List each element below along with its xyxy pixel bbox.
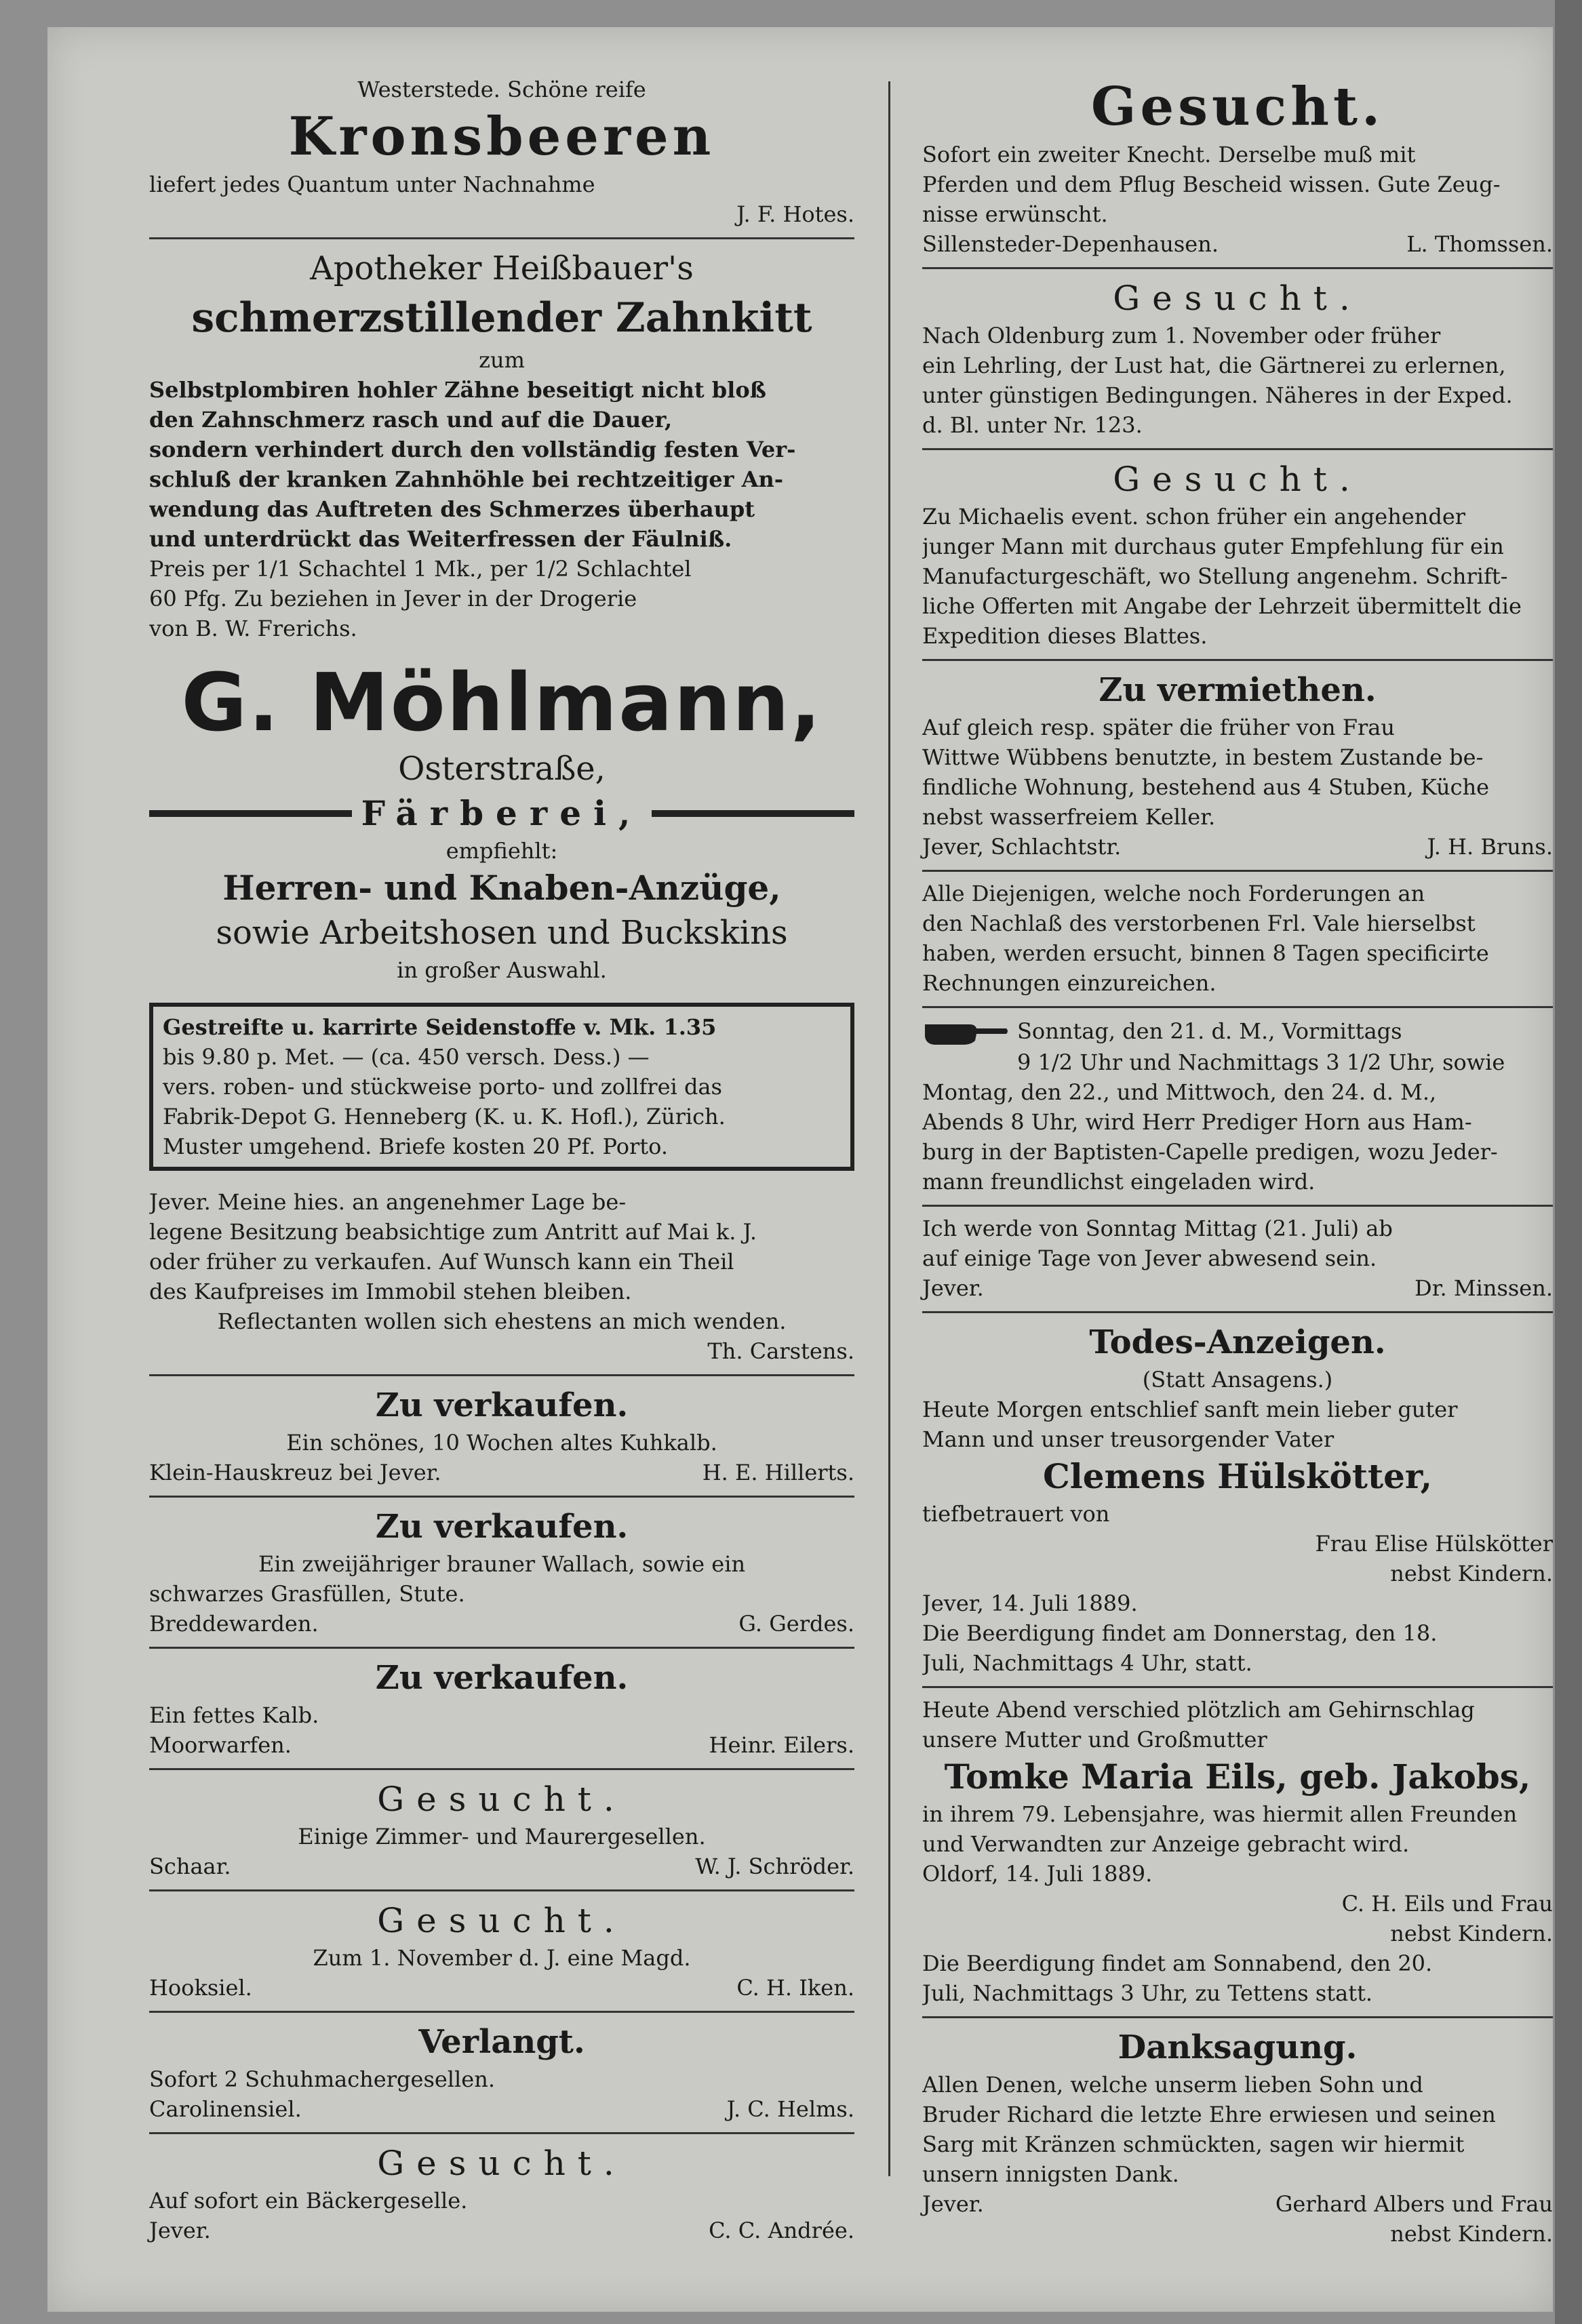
ad-line: nisse erwünscht.: [922, 201, 1108, 227]
ad-line: Pferden und dem Pflug Bescheid wissen. Gute Zeug-: [922, 172, 1501, 197]
ad-line: Auf sofort ein Bäckergeselle.: [149, 2188, 468, 2213]
ad-gesucht-schaar: [149, 1770, 854, 1891]
ad-footer: [922, 832, 1553, 862]
ad-signer: C. H. Iken.: [736, 1975, 854, 2001]
ad-place: Hooksiel.: [149, 1975, 252, 2001]
ad-line: Nach Oldenburg zum 1. November oder früher: [922, 323, 1441, 348]
ad-title: Gesucht.: [377, 1901, 627, 1940]
ad-title: Zu vermiethen.: [1099, 671, 1377, 709]
ad-title: Danksagung.: [1118, 2028, 1358, 2066]
ad-line: unsere Mutter und Großmutter: [922, 1727, 1267, 1752]
ad-line: Heute Abend verschied plötzlich am Gehirnschlag: [922, 1697, 1475, 1723]
ad-subtitle: Apotheker Heißbauer's: [310, 249, 694, 287]
ad-date: Oldorf, 14. Juli 1889.: [922, 1861, 1153, 1887]
ad-line: vers. roben- und stückweise porto- und zollfrei das: [163, 1074, 722, 1100]
ad-line: Einige Zimmer- und Maurergesellen.: [298, 1824, 706, 1849]
ad-line: (Statt Ansagens.): [1142, 1367, 1333, 1393]
ad-moehlmann: [149, 652, 854, 993]
trade-row: [149, 791, 854, 836]
right-column: [922, 68, 1553, 2257]
ad-line: junger Mann mit durchaus guter Empfehlung für ein: [922, 534, 1504, 559]
ad-line: Preis per 1/1 Schachtel 1 Mk., per 1/2 Schlachtel: [149, 556, 692, 582]
ad-line: Auf gleich resp. später die früher von Frau: [922, 715, 1395, 740]
ad-footer: [149, 2216, 854, 2245]
ad-footer: [149, 1458, 854, 1487]
ad-place: Sillensteder-Depenhausen.: [922, 231, 1219, 257]
ad-line: Rechnungen einzureichen.: [922, 970, 1217, 996]
ad-footer: [149, 2094, 854, 2124]
ad-date: Jever, 14. Juli 1889.: [922, 1590, 1138, 1616]
ad-line: auf einige Tage von Jever abwesend sein.: [922, 1245, 1377, 1271]
ad-line: und unterdrückt das Weiterfressen der Fäulniß.: [149, 526, 732, 552]
ad-line: unter günstigen Bedingungen. Näheres in der Exped.: [922, 382, 1513, 408]
ad-line: Sofort ein zweiter Knecht. Derselbe muß mit: [922, 142, 1416, 167]
ad-line: Allen Denen, welche unserm lieben Sohn und: [922, 2072, 1423, 2098]
ad-footer: [922, 229, 1553, 259]
ad-signer: Gerhard Albers und Frau: [1275, 2191, 1553, 2217]
ad-signer: nebst Kindern.: [1390, 2221, 1553, 2247]
ad-footer: [922, 2189, 1553, 2219]
ad-line: Mann und unser treusorgender Vater: [922, 1426, 1334, 1452]
ad-line: ein Lehrling, der Lust hat, die Gärtnerei zu erlernen,: [922, 353, 1506, 378]
ad-title: Gesucht.: [1090, 76, 1385, 138]
ad-gesucht-lehrling: [922, 269, 1553, 450]
ad-zahnkitt: [149, 239, 854, 652]
ad-line: 9 1/2 Uhr und Nachmittags 3 1/2 Uhr, sowie: [1017, 1049, 1505, 1075]
rule-bar: [149, 810, 352, 817]
ad-signer: nebst Kindern.: [1390, 1921, 1553, 1946]
ad-line: wendung das Auftreten des Schmerzes überhaupt: [149, 496, 755, 522]
ad-title: Gesucht.: [377, 2144, 627, 2183]
ad-title: Gesucht.: [1113, 279, 1362, 318]
ad-verlangt: [149, 2013, 854, 2134]
ad-kronsbeeren: [149, 68, 854, 239]
ad-danksagung: [922, 2018, 1553, 2257]
ad-line: zum: [479, 347, 525, 373]
ad-line: Heute Morgen entschlief sanft mein lieber guter: [922, 1397, 1458, 1422]
ad-title: Zu verkaufen.: [375, 1508, 629, 1546]
ad-headline: sowie Arbeitshosen und Buckskins: [216, 914, 788, 952]
ad-place: Schaar.: [149, 1854, 231, 1879]
ad-title: Gesucht.: [1113, 460, 1362, 499]
ad-line: Ein zweijähriger brauner Wallach, sowie ein: [258, 1551, 746, 1577]
ad-line: liche Offerten mit Angabe der Lehrzeit übermittelt die: [922, 593, 1522, 619]
ad-line: Zum 1. November d. J. eine Magd.: [313, 1945, 691, 1971]
ad-line: Montag, den 22., und Mittwoch, den 24. d. M.,: [922, 1079, 1437, 1105]
ad-place: Jever.: [922, 1275, 984, 1301]
ad-nachlass: [922, 872, 1553, 1008]
ad-line: d. Bl. unter Nr. 123.: [922, 412, 1143, 438]
ad-title: G. Möhlmann,: [181, 656, 823, 749]
ad-signer: W. J. Schröder.: [695, 1854, 854, 1879]
ad-line: Sonntag, den 21. d. M., Vormittags: [1017, 1018, 1402, 1044]
ad-signer: Frau Elise Hülskötter: [1315, 1531, 1553, 1557]
ad-trade: Färberei,: [361, 793, 643, 833]
ad-signer: C. C. Andrée.: [709, 2218, 854, 2243]
ad-line: Manufacturgeschäft, wo Stellung angenehm. Schrift-: [922, 563, 1508, 589]
ad-title: schmerzstillender Zahnkitt: [191, 294, 812, 342]
ad-line: Fabrik-Depot G. Henneberg (K. u. K. Hofl.), Zürich.: [163, 1104, 726, 1129]
ad-gesucht-knecht: [922, 68, 1553, 269]
pointing-hand-icon: [922, 1015, 1010, 1047]
ad-signer: J. F. Hotes.: [736, 201, 854, 227]
ad-line: bis 9.80 p. Met. — (ca. 450 versch. Dess.) —: [163, 1044, 650, 1070]
ad-carstens: [149, 1180, 854, 1376]
ad-footer: [149, 1851, 854, 1881]
ad-signer: Heinr. Eilers.: [709, 1732, 854, 1758]
ad-line: Muster umgehend. Briefe kosten 20 Pf. Porto.: [163, 1134, 669, 1159]
ad-line: tiefbetrauert von: [922, 1501, 1110, 1527]
ad-gesucht-hooksiel: [149, 1891, 854, 2013]
ad-place: Jever.: [149, 2218, 211, 2243]
ad-line: in großer Auswahl.: [397, 957, 607, 983]
ad-signer: J. C. Helms.: [726, 2096, 854, 2122]
ad-line: Die Beerdigung findet am Donnerstag, den 18.: [922, 1620, 1438, 1646]
ad-line: in ihrem 79. Lebensjahre, was hiermit allen Freunden: [922, 1801, 1518, 1827]
ad-henneberg-box: [149, 1003, 854, 1171]
ad-place: Klein-Hauskreuz bei Jever.: [149, 1460, 441, 1485]
ad-line: Jever. Meine hies. an angenehmer Lage be-: [149, 1189, 627, 1215]
ad-gesucht-manufactur: [922, 450, 1553, 661]
ad-line: Ich werde von Sonntag Mittag (21. Juli) ab: [922, 1216, 1393, 1241]
ad-minssen: [922, 1207, 1553, 1313]
ad-title: Gesucht.: [377, 1780, 627, 1819]
ad-line: sondern verhindert durch den vollständig festen Ver-: [149, 437, 796, 462]
ad-place: Breddewarden.: [149, 1611, 319, 1637]
left-column: [149, 68, 854, 2253]
ad-todesanzeige-1: [922, 1313, 1553, 1688]
column-divider: [888, 81, 890, 2176]
ad-line: Bruder Richard die letzte Ehre erwiesen und seinen: [922, 2102, 1496, 2127]
ad-line: burg in der Baptisten-Capelle predigen, wozu Jeder-: [922, 1139, 1498, 1165]
ad-line: Zu Michaelis event. schon früher ein angehender: [922, 504, 1466, 529]
ad-street: Osterstraße,: [398, 750, 606, 788]
ad-signer: J. H. Bruns.: [1427, 834, 1553, 860]
ad-line: den Nachlaß des verstorbenen Frl. Vale hierselbst: [922, 910, 1476, 936]
ad-title: Todes-Anzeigen.: [1089, 1323, 1386, 1361]
ad-line: Die Beerdigung findet am Sonnabend, den 20.: [922, 1950, 1433, 1976]
ad-line: findliche Wohnung, bestehend aus 4 Stuben, Küche: [922, 774, 1490, 800]
page-edge: [1555, 0, 1582, 2324]
ad-line: liefert jedes Quantum unter Nachnahme: [149, 172, 595, 197]
ad-line: Ein schönes, 10 Wochen altes Kuhkalb.: [286, 1430, 717, 1456]
ad-first-row: [922, 1015, 1553, 1047]
ad-gesucht-jever: [149, 2134, 854, 2253]
ad-signer: L. Thomssen.: [1406, 231, 1553, 257]
ad-line: Reflectanten wollen sich ehestens an mich wenden.: [217, 1308, 787, 1334]
ad-line: haben, werden ersucht, binnen 8 Tagen specificirte: [922, 940, 1489, 966]
ad-line: Gestreifte u. karrirte Seidenstoffe v. Mk. 1.35: [163, 1014, 717, 1040]
ad-place: Carolinensiel.: [149, 2096, 302, 2122]
ad-line: des Kaufpreises im Immobil stehen bleiben.: [149, 1279, 632, 1304]
ad-line: mann freundlichst eingeladen wird.: [922, 1169, 1316, 1195]
ad-title: Zu verkaufen.: [375, 1659, 629, 1697]
ad-line: Alle Diejenigen, welche noch Forderungen an: [922, 881, 1425, 906]
ad-line: 60 Pfg. Zu beziehen in Jever in der Drogerie: [149, 586, 637, 612]
ad-line: Selbstplombiren hohler Zähne beseitigt nicht bloß: [149, 377, 766, 403]
ad-place: Jever, Schlachtstr.: [922, 834, 1122, 860]
ad-line: Sarg mit Kränzen schmückten, sagen wir hiermit: [922, 2131, 1465, 2157]
ad-footer: [149, 1609, 854, 1639]
ad-line: Wittwe Wübbens benutzte, in bestem Zustande be-: [922, 744, 1484, 770]
ad-line: empfiehlt:: [446, 838, 558, 864]
ad-todesanzeige-2: [922, 1688, 1553, 2018]
ad-line: Westerstede. Schöne reife: [357, 77, 646, 102]
ad-signer: H. E. Hillerts.: [702, 1460, 854, 1485]
ad-line: Sofort 2 Schuhmachergesellen.: [149, 2066, 495, 2092]
ad-signer: Dr. Minssen.: [1415, 1275, 1553, 1301]
ad-line: oder früher zu verkaufen. Auf Wunsch kann ein Theil: [149, 1249, 734, 1275]
ad-footer: [922, 1273, 1553, 1303]
ad-line: schluß der kranken Zahnhöhle bei rechtzeitiger An-: [149, 466, 784, 492]
ad-place: Moorwarfen.: [149, 1732, 292, 1758]
ad-title: Verlangt.: [418, 2023, 585, 2061]
newspaper-page: [47, 27, 1553, 2312]
ad-line: und Verwandten zur Anzeige gebracht wird.: [922, 1831, 1410, 1857]
ad-line: nebst wasserfreiem Keller.: [922, 804, 1216, 830]
ad-place: Jever.: [922, 2191, 984, 2217]
ad-signer: Th. Carstens.: [707, 1338, 854, 1364]
ad-line: legene Besitzung beabsichtige zum Antritt auf Mai k. J.: [149, 1219, 757, 1245]
deceased-name: Tomke Maria Eils, geb. Jakobs,: [944, 1757, 1531, 1797]
ad-headline: Herren- und Knaben-Anzüge,: [222, 868, 781, 908]
ad-vermiethen: [922, 661, 1553, 872]
ad-title: Zu verkaufen.: [375, 1386, 629, 1424]
ad-verkaufen-1: [149, 1376, 854, 1498]
ad-verkaufen-2: [149, 1498, 854, 1649]
ad-line: Juli, Nachmittags 3 Uhr, zu Tettens statt.: [922, 1980, 1373, 2006]
ad-line: den Zahnschmerz rasch und auf die Dauer,: [149, 407, 673, 433]
ad-footer: [149, 1730, 854, 1760]
ad-signer: nebst Kindern.: [1390, 1561, 1553, 1586]
ad-footer: [149, 1973, 854, 2003]
ad-line: von B. W. Frerichs.: [149, 616, 357, 641]
ad-signer: C. H. Eils und Frau: [1341, 1891, 1553, 1917]
ad-line: Abends 8 Uhr, wird Herr Prediger Horn aus Ham-: [922, 1109, 1472, 1135]
ad-line: unsern innigsten Dank.: [922, 2161, 1179, 2187]
ad-predigt: [922, 1008, 1553, 1207]
ad-signer: G. Gerdes.: [738, 1611, 854, 1637]
ad-line: Juli, Nachmittags 4 Uhr, statt.: [922, 1650, 1252, 1676]
deceased-name: Clemens Hülskötter,: [1042, 1456, 1433, 1496]
ad-title: Kronsbeeren: [288, 106, 715, 167]
rule-bar: [652, 810, 854, 817]
ad-line: Ein fettes Kalb.: [149, 1702, 319, 1728]
ad-verkaufen-3: [149, 1649, 854, 1770]
ad-line: Expedition dieses Blattes.: [922, 623, 1208, 649]
ad-line: schwarzes Grasfüllen, Stute.: [149, 1581, 465, 1607]
